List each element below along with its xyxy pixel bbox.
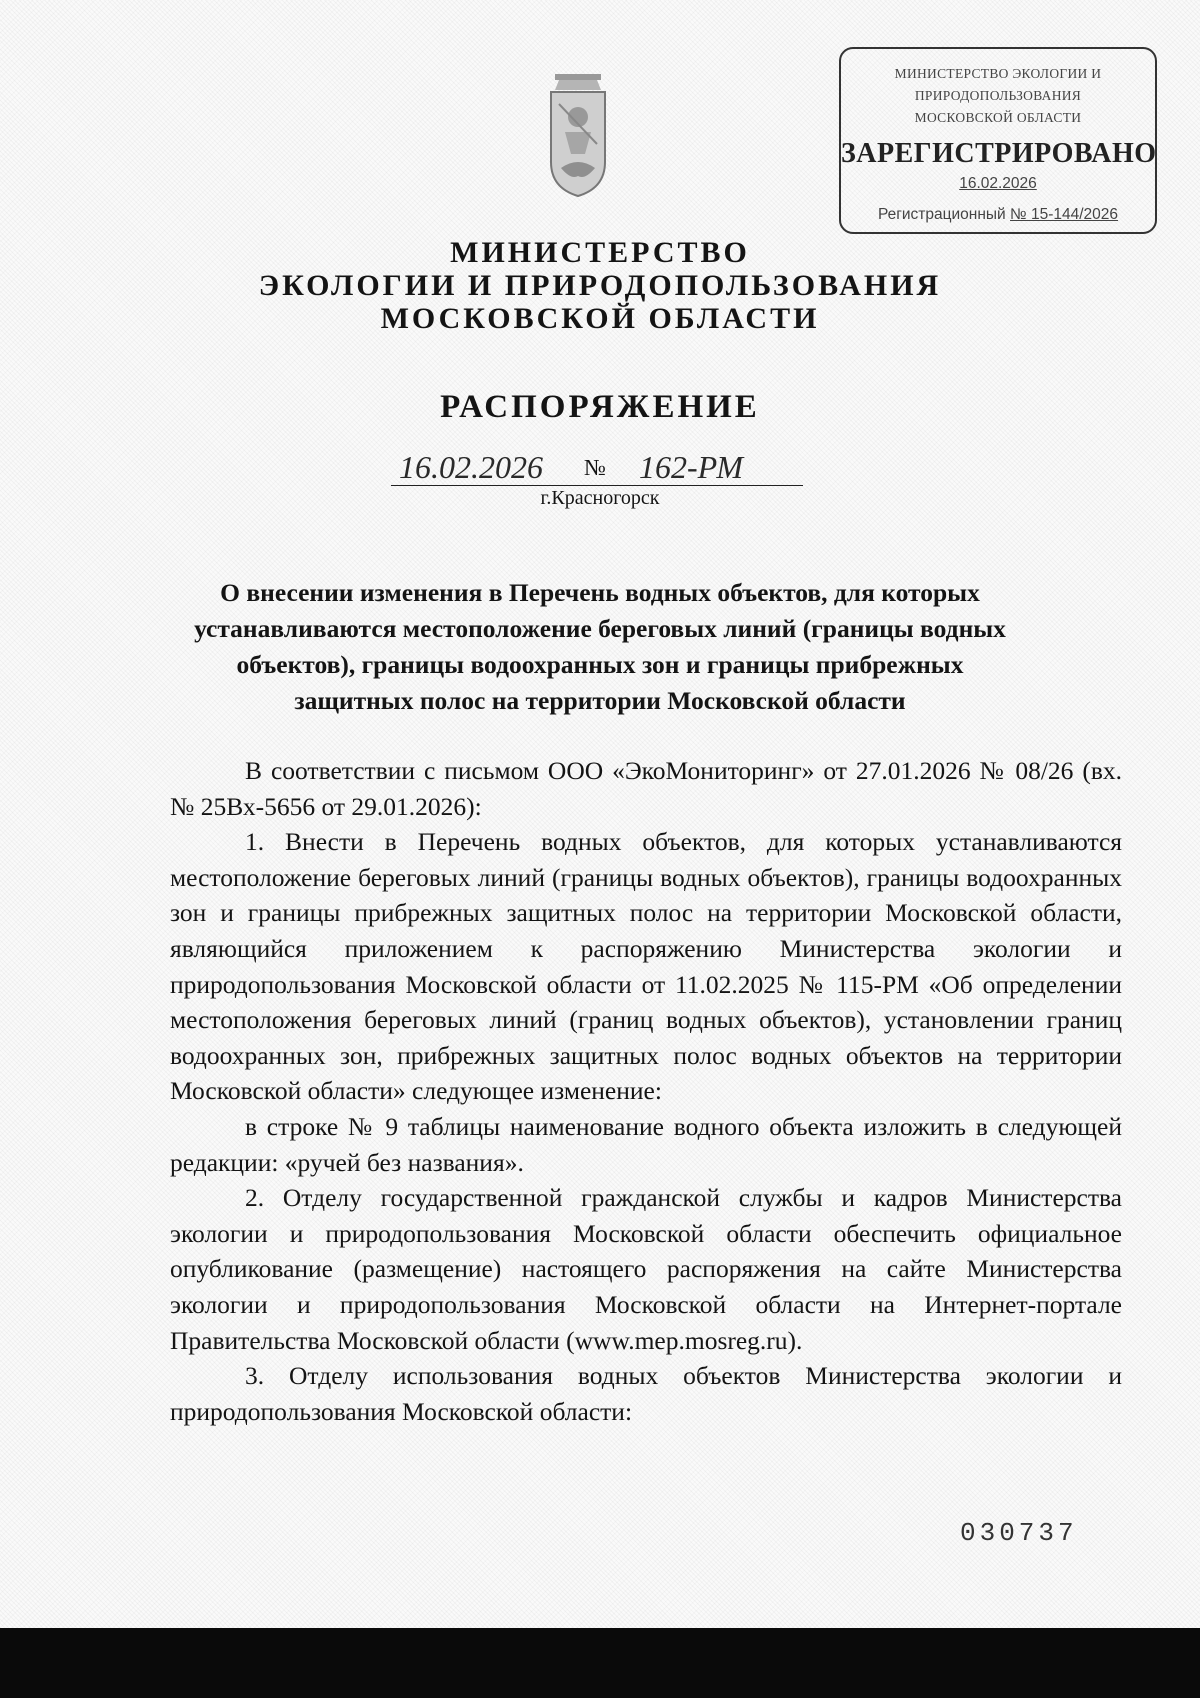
order-subject: [160, 575, 1040, 719]
stamp-reg-number: № 15-144/2026: [1010, 206, 1119, 223]
stamp-status: ЗАРЕГИСТРИРОВАНО: [841, 138, 1157, 169]
handwritten-number: 162-РМ: [639, 449, 744, 485]
stamp-organization: [841, 63, 1155, 129]
city-name: г.Красногорск: [540, 487, 660, 509]
number-sign: №: [584, 455, 606, 480]
registration-stamp: [839, 47, 1157, 234]
stamp-reg-label: Регистрационный: [877, 206, 1006, 223]
stamp-org-line: ПРИРОДОПОЛЬЗОВАНИЯ: [914, 88, 1082, 103]
subject-line: О внесении изменения в Перечень водных объектов, для которых: [220, 578, 980, 607]
handwritten-date: 16.02.2026: [399, 449, 543, 485]
stamp-registration: [841, 206, 1155, 224]
ministry-heading: [200, 236, 1000, 335]
order-body: [170, 753, 1122, 1429]
ministry-heading-line: ЭКОЛОГИИ И ПРИРОДОПОЛЬЗОВАНИЯ: [258, 269, 942, 302]
body-paragraph: в строке № 9 таблицы наименование водного объекта изложить в следующей редакции: «ручей без названия».: [170, 1111, 1122, 1177]
subject-line: объектов), границы водоохранных зон и границы прибрежных: [236, 650, 964, 679]
order-date-number-line: [391, 449, 803, 486]
subject-line: устанавливаются местоположение береговых линий (границы водных: [194, 614, 1006, 643]
document-type-title: РАСПОРЯЖЕНИЕ: [440, 389, 760, 425]
body-paragraph: 3. Отделу использования водных объектов Министерства экологии и природопользования Московской области:: [170, 1361, 1122, 1426]
ministry-heading-line: МОСКОВСКОЙ ОБЛАСТИ: [380, 302, 820, 335]
document-serial-number: 030737: [960, 1518, 1078, 1548]
stamp-org-line: МИНИСТЕРСТВО ЭКОЛОГИИ И: [894, 66, 1102, 81]
stamp-date: 16.02.2026: [959, 175, 1037, 192]
ministry-heading-line: МИНИСТЕРСТВО: [450, 236, 750, 269]
body-paragraph: В соответствии с письмом ООО «ЭкоМониторинг» от 27.01.2026 № 08/26 (вх. № 25Вх-5656 от 29.01.2026):: [170, 756, 1122, 821]
body-paragraph: 2. Отделу государственной гражданской службы и кадров Министерства экологии и природопользования Московской области обеспечить официальное опубликование (размещение) настоящего распоряжения на сайте Министерства экологии и природопользования Московской области на Интернет-портале Правительства Московской области (www.mep.mosreg.ru).: [170, 1183, 1122, 1355]
body-paragraph: 1. Внести в Перечень водных объектов, для которых устанавливаются местоположение береговых линий (границы водных объектов), границы водоохранных зон и границы прибрежных защитных полос на территории Московской области, являющийся приложением к распоряжению Министерства экологии и природопользования Московской области от 11.02.2025 № 115-РМ «Об определении местоположения береговых линий (границ водных объектов), установлении границ водоохранных зон, прибрежных защитных полос водных объектов на территории Московской области» следующее изменение:: [170, 827, 1122, 1106]
subject-line: защитных полос на территории Московской области: [294, 686, 906, 715]
scan-bottom-border: [0, 1628, 1200, 1698]
stamp-org-line: МОСКОВСКОЙ ОБЛАСТИ: [914, 110, 1082, 125]
coat-of-arms-icon: [545, 72, 611, 198]
